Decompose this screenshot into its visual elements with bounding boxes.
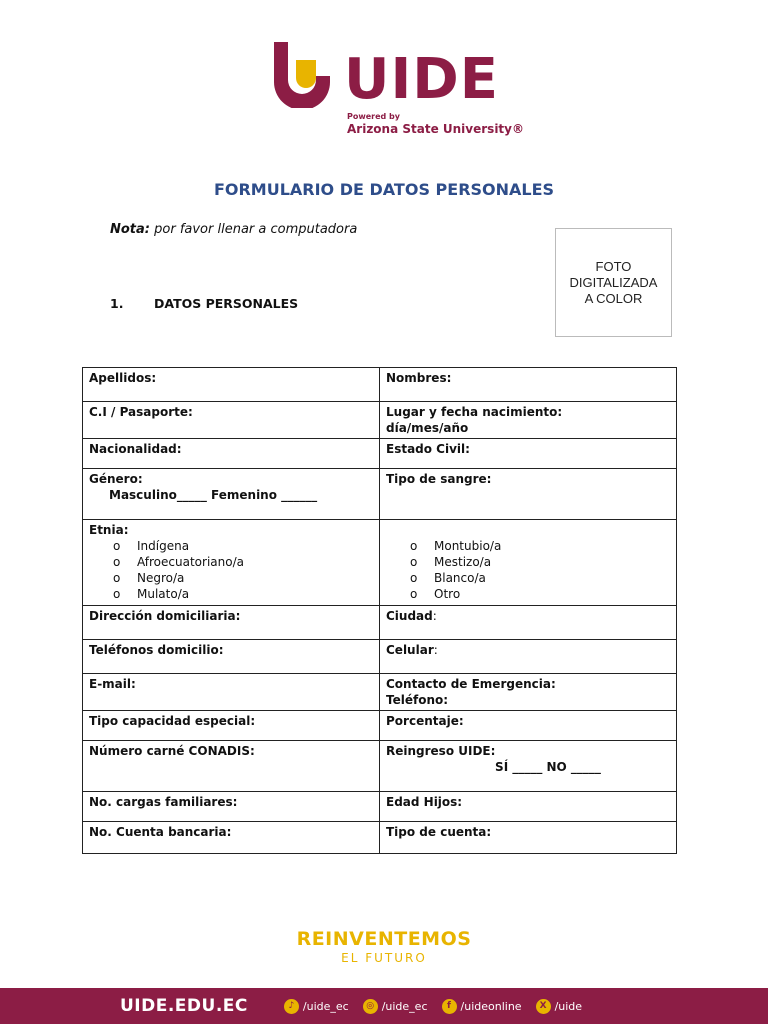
note	[110, 222, 357, 237]
slogan-line2: EL FUTURO	[341, 951, 427, 965]
photo-line1: FOTO	[595, 258, 632, 274]
field-nombres[interactable]: Nombres:	[380, 368, 677, 402]
field-conadis[interactable]: Número carné CONADIS:	[83, 741, 380, 792]
photo-line3: A COLOR	[584, 290, 643, 306]
etnia-option[interactable]: o Mestizo/a	[410, 555, 492, 569]
photo-placeholder	[555, 228, 672, 337]
social-x[interactable]: X /uide	[536, 999, 582, 1014]
personal-data-table	[82, 367, 677, 854]
field-contacto[interactable]: Contacto de Emergencia: Teléfono:	[380, 674, 677, 711]
field-cuenta[interactable]: No. Cuenta bancaria:	[83, 822, 380, 854]
field-direccion[interactable]: Dirección domiciliaria:	[83, 606, 380, 640]
slogan	[0, 928, 768, 965]
section-title: DATOS PERSONALES	[154, 296, 299, 311]
etnia-option[interactable]: o Montubio/a	[410, 539, 502, 553]
x-icon: X	[536, 999, 551, 1014]
social-tiktok[interactable]: ♪ /uide_ec	[284, 999, 349, 1014]
social-instagram[interactable]: ◎ /uide_ec	[363, 999, 428, 1014]
field-etnia-cont[interactable]	[380, 520, 677, 606]
uide-u-logo-icon	[272, 40, 332, 108]
form-title: FORMULARIO DE DATOS PERSONALES	[213, 180, 555, 199]
field-nacionalidad[interactable]: Nacionalidad:	[83, 439, 380, 469]
instagram-icon: ◎	[363, 999, 378, 1014]
website-link[interactable]: UIDE.EDU.EC	[120, 996, 248, 1016]
etnia-option[interactable]: o Blanco/a	[410, 571, 486, 585]
note-label: Nota:	[110, 222, 150, 237]
section-number: 1.	[110, 296, 124, 311]
etnia-option[interactable]: o Indígena	[113, 539, 190, 553]
field-tipo-sangre[interactable]: Tipo de sangre:	[380, 469, 677, 520]
photo-line2: DIGITALIZADA	[569, 274, 658, 290]
field-telefonos[interactable]: Teléfonos domicilio:	[83, 640, 380, 674]
powered-by-label: Powered by	[347, 112, 400, 121]
facebook-icon: f	[442, 999, 457, 1014]
uide-logo	[272, 40, 524, 140]
field-tipo-cuenta[interactable]: Tipo de cuenta:	[380, 822, 677, 854]
field-apellidos[interactable]: Apellidos:	[83, 368, 380, 402]
uide-wordmark: UIDE	[344, 47, 500, 112]
section-heading	[110, 296, 298, 311]
field-estado-civil[interactable]: Estado Civil:	[380, 439, 677, 469]
field-reingreso[interactable]: Reingreso UIDE: SÍ _____ NO _____	[380, 741, 677, 792]
field-capacidad[interactable]: Tipo capacidad especial:	[83, 711, 380, 741]
slogan-line1: REINVENTEMOS	[296, 928, 472, 950]
field-ciudad[interactable]: Ciudad:	[380, 606, 677, 640]
partner-name: Arizona State University®	[347, 122, 524, 136]
social-facebook[interactable]: f /uideonline	[442, 999, 522, 1014]
field-celular[interactable]: Celular:	[380, 640, 677, 674]
reingreso-options: SÍ _____ NO _____	[495, 760, 601, 774]
field-etnia[interactable]: Etnia: o Indígena o Afroecuatoriano/a o Negro/a o Mulato/a	[83, 520, 380, 606]
field-ci[interactable]: C.I / Pasaporte:	[83, 402, 380, 439]
footer-bar	[0, 988, 768, 1024]
field-email[interactable]: E-mail:	[83, 674, 380, 711]
field-lugar-fecha[interactable]: Lugar y fecha nacimiento: día/mes/año	[380, 402, 677, 439]
etnia-option[interactable]: o Afroecuatoriano/a	[113, 555, 244, 569]
field-genero[interactable]: Género: Masculino_____ Femenino ______	[83, 469, 380, 520]
etnia-option[interactable]: o Otro	[410, 587, 461, 601]
field-edad-hijos[interactable]: Edad Hijos:	[380, 792, 677, 822]
social-links	[284, 999, 596, 1014]
etnia-option[interactable]: o Mulato/a	[113, 587, 190, 601]
field-cargas[interactable]: No. cargas familiares:	[83, 792, 380, 822]
tiktok-icon: ♪	[284, 999, 299, 1014]
field-porcentaje[interactable]: Porcentaje:	[380, 711, 677, 741]
etnia-option[interactable]: o Negro/a	[113, 571, 185, 585]
genero-options: Masculino_____ Femenino ______	[109, 488, 318, 502]
note-text: por favor llenar a computadora	[150, 222, 358, 237]
